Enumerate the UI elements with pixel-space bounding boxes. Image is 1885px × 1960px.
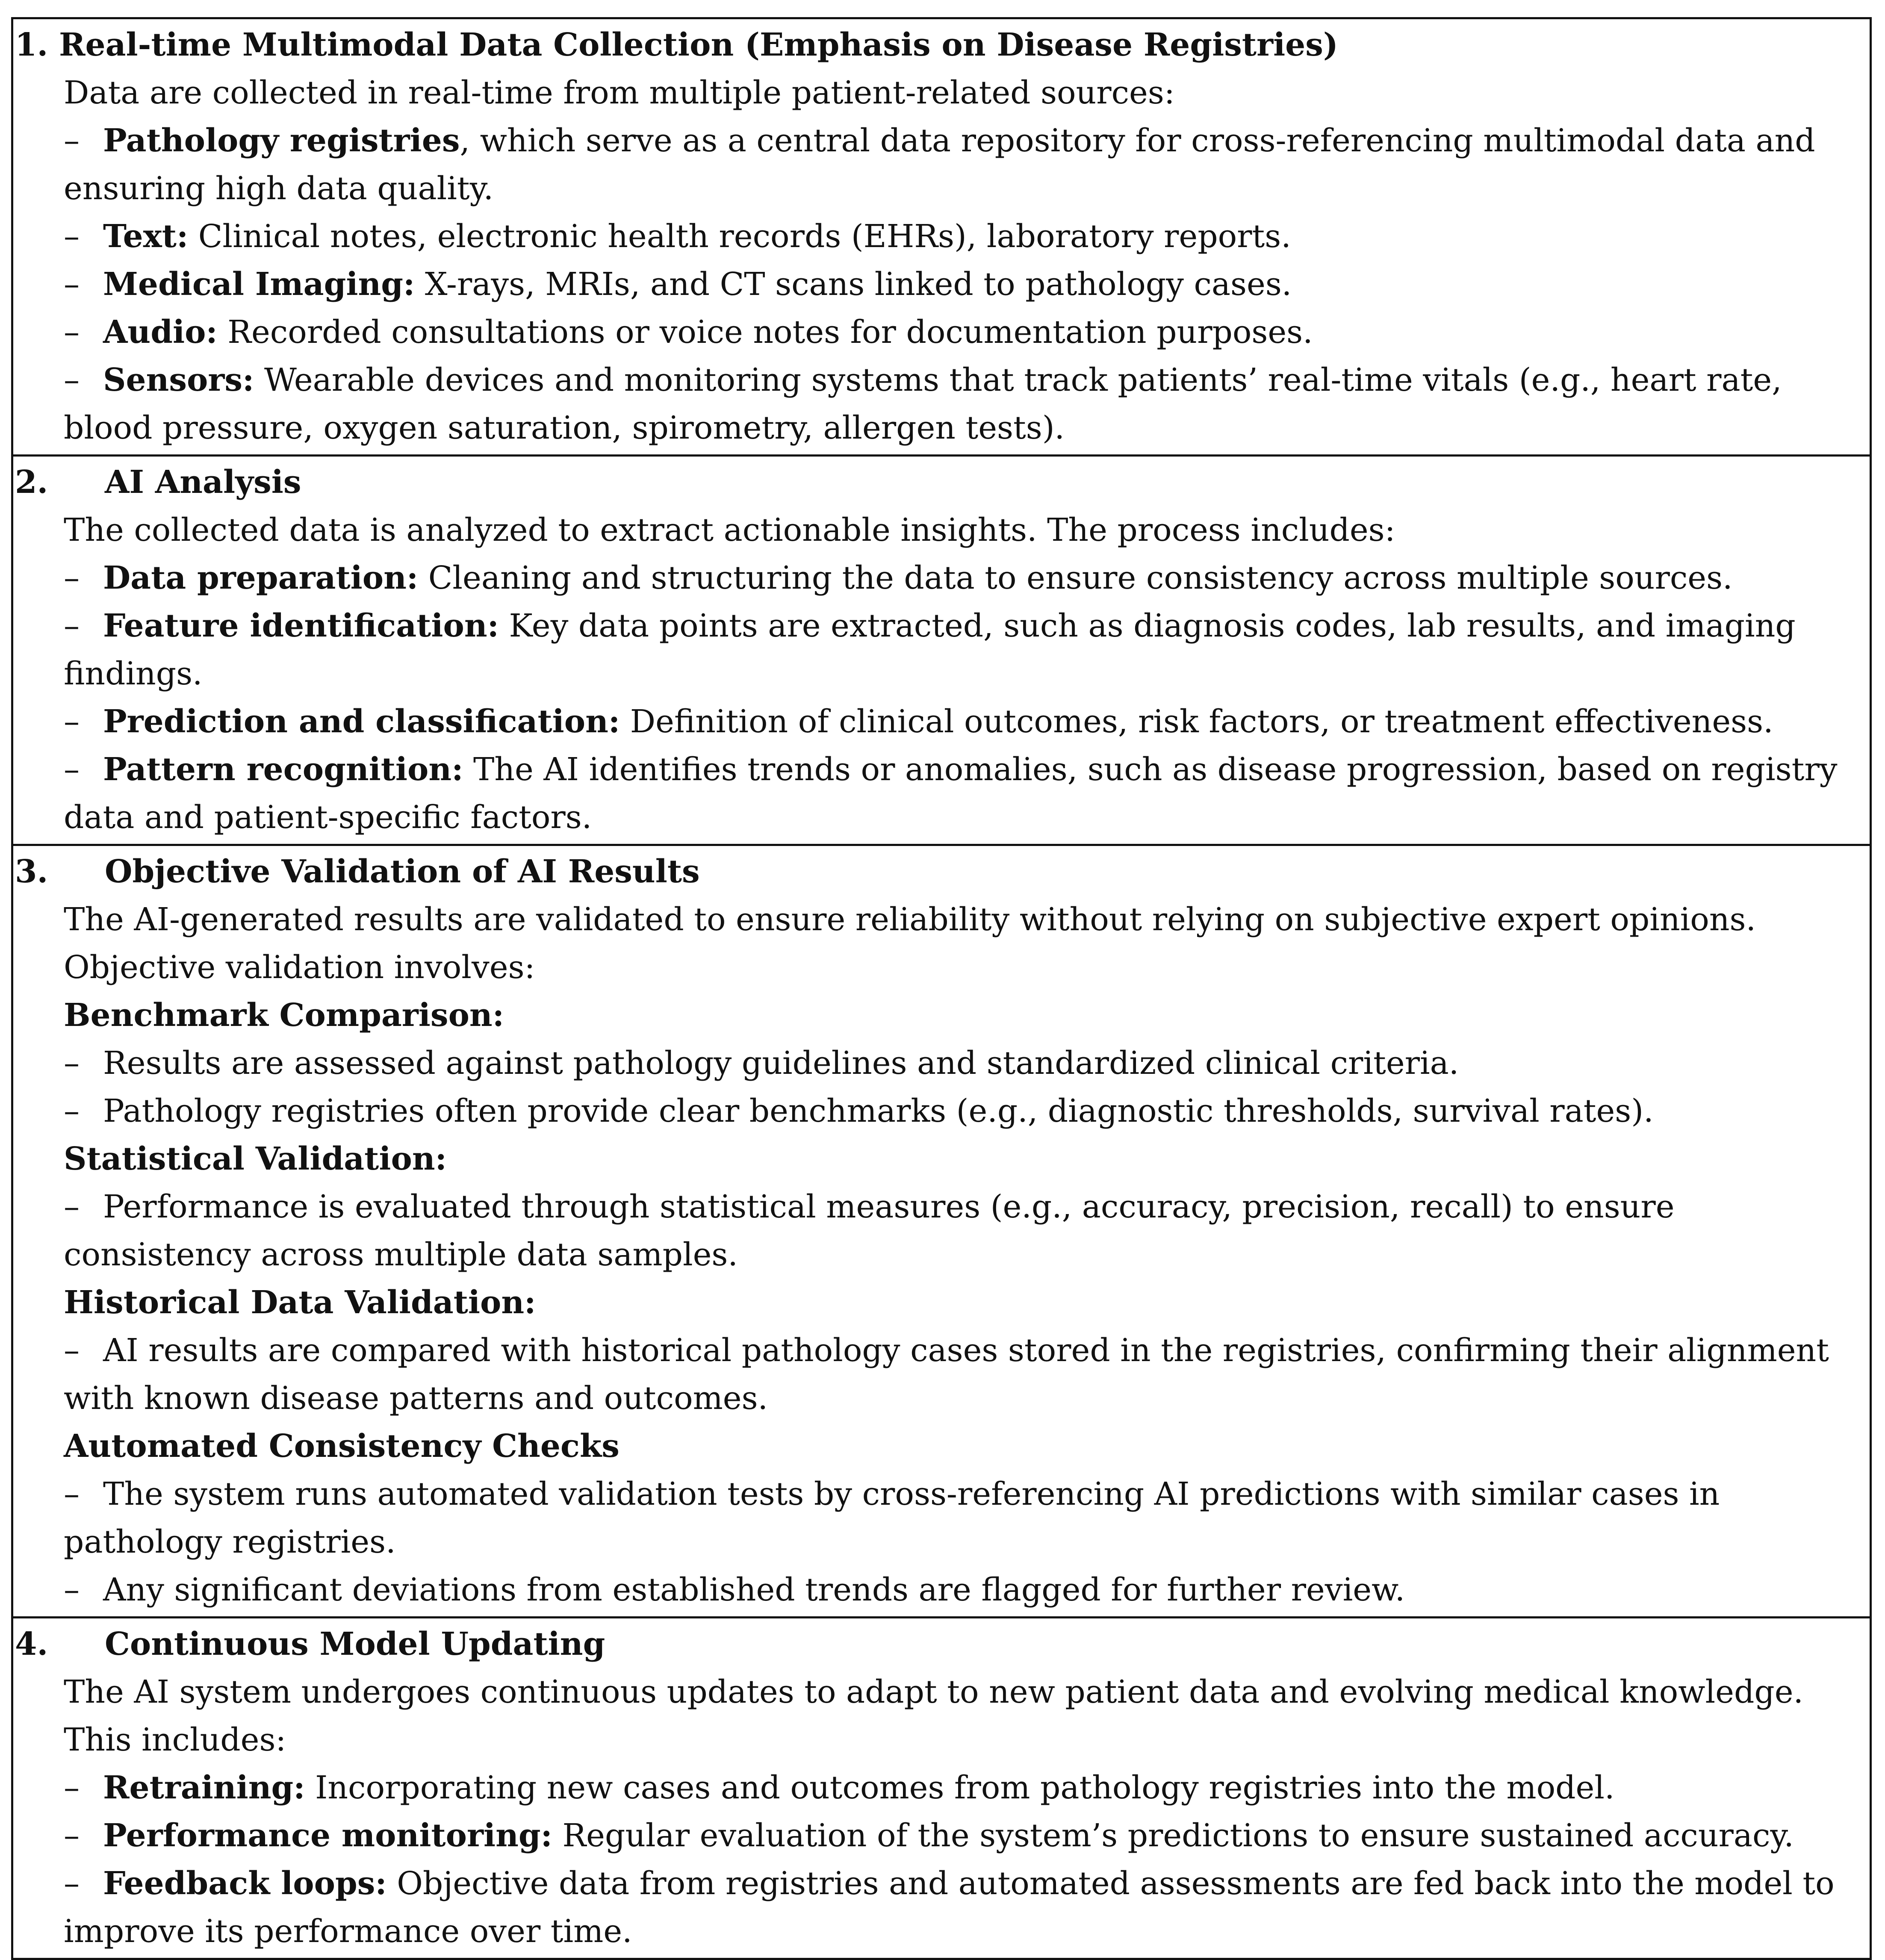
item-label: Audio: [103, 314, 218, 351]
section-cell [12, 18, 1871, 456]
item-label: Feedback loops: [103, 1865, 387, 1902]
dash-bullet: – [64, 362, 80, 398]
section-cell [12, 1618, 1871, 1959]
dash-bullet: – [64, 1476, 80, 1512]
section-intro: The collected data is analyzed to extract actionable insights. The process includes: [64, 512, 1395, 548]
dash-bullet: – [64, 1817, 80, 1854]
section-heading [15, 848, 1870, 896]
list-item [64, 212, 1870, 260]
section-heading [15, 1620, 1870, 1668]
item-label: Medical Imaging: [103, 266, 415, 303]
item-text: AI results are compared with historical pathology cases stored in the registries, confirming their alignment with known disease patterns and outcomes. [64, 1332, 1829, 1417]
list-item [64, 1860, 1870, 1955]
section-heading [15, 458, 1870, 506]
section-title: Continuous Model Updating [105, 1626, 605, 1662]
section-heading [15, 21, 1870, 69]
section-cell [12, 456, 1871, 845]
item-text: The system runs automated validation tests by cross-referencing AI predictions with similar cases in pathology registries. [64, 1476, 1720, 1560]
subsection-heading: Automated Consistency Checks [64, 1428, 619, 1465]
list-item [64, 1039, 1870, 1087]
item-text: Performance is evaluated through statistical measures (e.g., accuracy, precision, recall) to ensure consistency across multiple data samples. [64, 1188, 1675, 1273]
section-row-validation [12, 845, 1871, 1618]
item-text: Recorded consultations or voice notes for documentation purposes. [217, 314, 1313, 351]
item-text: Pathology registries often provide clear benchmarks (e.g., diagnostic thresholds, survival rates). [103, 1093, 1654, 1129]
item-text: Any significant deviations from established trends are flagged for further review. [103, 1571, 1405, 1608]
item-text: , which serve as a central data repository for cross-referencing multimodal data and ensuring high data quality. [64, 122, 1815, 207]
dash-bullet: – [64, 122, 80, 159]
list-item [64, 1764, 1870, 1812]
list-item [64, 1087, 1870, 1135]
item-text: Wearable devices and monitoring systems that track patients’ real-time vitals (e.g., heart rate, blood pressure, oxygen saturation, spirometry, allergen tests). [64, 362, 1782, 446]
section-number: 2. [15, 464, 48, 501]
dash-bullet: – [64, 218, 80, 255]
subsection-heading: Benchmark Comparison: [64, 997, 504, 1034]
section-intro: Data are collected in real-time from multiple patient-related sources: [64, 74, 1175, 111]
item-label: Feature identification: [103, 607, 499, 644]
section-title: AI Analysis [105, 464, 301, 501]
workflow-table [11, 17, 1872, 1960]
list-item [64, 746, 1870, 841]
section-intro: The AI-generated results are validated to ensure reliability without relying on subjective expert opinions. Objective validation involves: [64, 901, 1756, 986]
subsection-heading: Statistical Validation: [64, 1141, 447, 1177]
item-text: X-rays, MRIs, and CT scans linked to pathology cases. [415, 266, 1292, 303]
dash-bullet: – [64, 1093, 80, 1129]
list-item [64, 1183, 1870, 1279]
document-page [11, 17, 1872, 1960]
list-item [64, 1566, 1870, 1614]
dash-bullet: – [64, 1332, 80, 1369]
item-label: Performance monitoring: [103, 1817, 552, 1854]
section-title: Objective Validation of AI Results [105, 853, 700, 890]
item-text: Incorporating new cases and outcomes from pathology registries into the model. [305, 1769, 1615, 1806]
list-item [64, 698, 1870, 746]
dash-bullet: – [64, 560, 80, 596]
dash-bullet: – [64, 607, 80, 644]
item-text: Objective data from registries and automated assessments are fed back into the model to improve its performance over time. [64, 1865, 1835, 1950]
item-label: Data preparation: [103, 560, 419, 596]
dash-bullet: – [64, 1188, 80, 1225]
item-label: Text: [103, 218, 189, 255]
item-text: Cleaning and structuring the data to ensure consistency across multiple sources. [418, 560, 1733, 596]
section-title: Real-time Multimodal Data Collection (Emphasis on Disease Registries) [59, 27, 1338, 63]
item-label: Prediction and classification: [103, 703, 620, 740]
section-row-ai-analysis [12, 456, 1871, 845]
item-text: Regular evaluation of the system’s predictions to ensure sustained accuracy. [552, 1817, 1794, 1854]
item-label: Pattern recognition: [103, 751, 463, 788]
list-item [64, 260, 1870, 308]
list-item [64, 1326, 1870, 1422]
list-item [64, 117, 1870, 212]
dash-bullet: – [64, 703, 80, 740]
list-item [64, 308, 1870, 356]
dash-bullet: – [64, 1571, 80, 1608]
dash-bullet: – [64, 1045, 80, 1082]
list-item [64, 1470, 1870, 1566]
dash-bullet: – [64, 751, 80, 788]
item-text: Definition of clinical outcomes, risk factors, or treatment effectiveness. [620, 703, 1773, 740]
item-label: Retraining: [103, 1769, 305, 1806]
section-number: 4. [15, 1626, 48, 1662]
list-item [64, 554, 1870, 602]
list-item [64, 356, 1870, 452]
section-cell [12, 845, 1871, 1618]
section-intro: The AI system undergoes continuous updates to adapt to new patient data and evolving medical knowledge. This includes: [64, 1674, 1804, 1758]
dash-bullet: – [64, 266, 80, 303]
item-text: Key data points are extracted, such as diagnosis codes, lab results, and imaging findings. [64, 607, 1796, 692]
dash-bullet: – [64, 1769, 80, 1806]
dash-bullet: – [64, 1865, 80, 1902]
item-label: Sensors: [103, 362, 254, 398]
item-text: Clinical notes, electronic health records (EHRs), laboratory reports. [188, 218, 1291, 255]
section-number: 3. [15, 853, 48, 890]
item-text: The AI identifies trends or anomalies, such as disease progression, based on registry data and patient-specific factors. [64, 751, 1838, 836]
item-text: Results are assessed against pathology guidelines and standardized clinical criteria. [103, 1045, 1459, 1082]
list-item [64, 602, 1870, 698]
item-label: Pathology registries [103, 122, 460, 159]
section-row-data-collection [12, 18, 1871, 456]
subsection-heading: Historical Data Validation: [64, 1284, 536, 1321]
section-number: 1. [15, 27, 48, 63]
list-item [64, 1812, 1870, 1860]
section-row-model-updating [12, 1618, 1871, 1959]
dash-bullet: – [64, 314, 80, 351]
